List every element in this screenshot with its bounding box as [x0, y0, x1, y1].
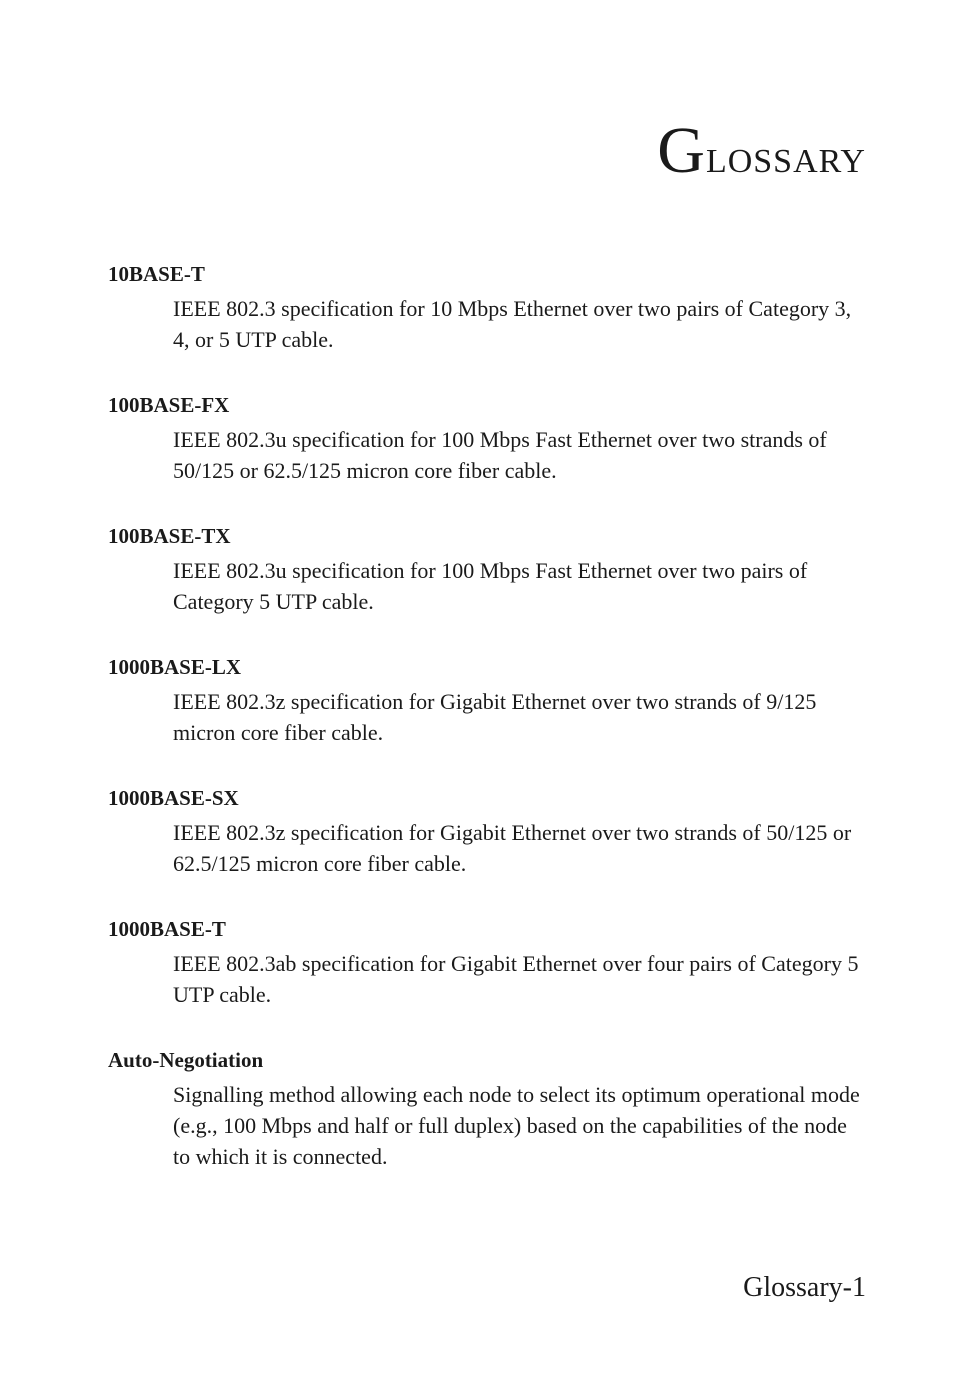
- glossary-definition: IEEE 802.3 specification for 10 Mbps Ethernet over two pairs of Category 3, 4, or 5 UTP cable.: [173, 296, 852, 352]
- glossary-entry: [108, 916, 868, 1010]
- glossary-definition: IEEE 802.3ab specification for Gigabit Ethernet over four pairs of Category 5 UTP cable.: [173, 951, 859, 1007]
- glossary-term: 10BASE-T: [108, 262, 205, 286]
- glossary-entry: [108, 654, 868, 748]
- glossary-definition: IEEE 802.3u specification for 100 Mbps Fast Ethernet over two pairs of Category 5 UTP cable.: [173, 558, 808, 614]
- page-title: [657, 114, 866, 187]
- glossary-entry: [108, 785, 868, 879]
- glossary-entries: [108, 261, 868, 1209]
- glossary-definition: IEEE 802.3z specification for Gigabit Ethernet over two strands of 9/125 micron core fiber cable.: [173, 689, 817, 745]
- glossary-definition: Signalling method allowing each node to select its optimum operational mode (e.g., 100 Mbps and half or full duplex) based on the capabilities of the node to which it is connected.: [173, 1082, 860, 1169]
- glossary-entry: [108, 392, 868, 486]
- page-title-initial: G: [657, 114, 706, 187]
- glossary-term: Auto-Negotiation: [108, 1048, 264, 1072]
- glossary-term: 1000BASE-T: [108, 917, 226, 941]
- glossary-entry: [108, 1047, 868, 1172]
- glossary-entry: [108, 523, 868, 617]
- page-title-rest: lossary: [705, 130, 866, 183]
- glossary-definition: IEEE 802.3u specification for 100 Mbps Fast Ethernet over two strands of 50/125 or 62.5/125 micron core fiber cable.: [173, 427, 827, 483]
- glossary-term: 1000BASE-LX: [108, 655, 242, 679]
- glossary-term: 1000BASE-SX: [108, 786, 239, 810]
- glossary-definition: IEEE 802.3z specification for Gigabit Ethernet over two strands of 50/125 or 62.5/125 micron core fiber cable.: [173, 820, 852, 876]
- glossary-entry: [108, 261, 868, 355]
- page-number: Glossary-1: [743, 1272, 866, 1303]
- glossary-term: 100BASE-FX: [108, 393, 230, 417]
- glossary-term: 100BASE-TX: [108, 524, 231, 548]
